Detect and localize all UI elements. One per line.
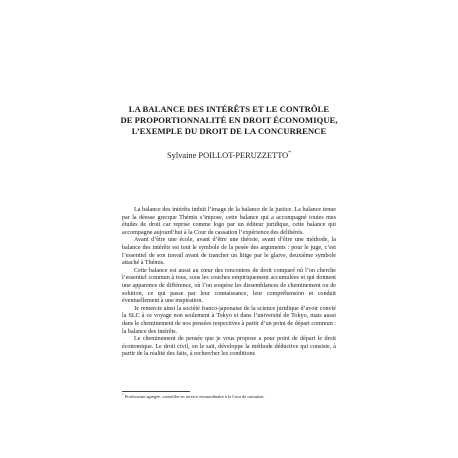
- paragraph: Je remercie ainsi la société franco-japonaise de la science juridique d’avoir convié la SLC à ce voyage non seulement à Tokyo et dans l’université de Tokyo, mais aussi dans le cheminement de nos pensées respectives à partir d’un point de départ commun : la balance des intérêts.: [122, 305, 336, 335]
- footnote-divider: [122, 391, 190, 392]
- document-title: [100, 104, 358, 137]
- footnote-marker: *: [122, 392, 124, 397]
- author-line: [100, 150, 358, 161]
- paragraph: Le cheminement de pensée que je vous propose a pour point de départ le droit économique. Le droit civil, on le sait, développe la méthode déductive qui consiste, à partir de la réalité des faits, à rechercher les conditions: [122, 336, 336, 358]
- body-text: [122, 207, 336, 359]
- title-line: LA BALANCE DES INTÉRÊTS ET LE CONTRÔLE: [128, 104, 330, 114]
- author-note-marker: *: [288, 150, 291, 157]
- author-name: Sylvaine POILLOT-PERUZZETTO: [167, 151, 289, 160]
- title-line: L’EXEMPLE DU DROIT DE LA CONCURRENCE: [131, 126, 327, 136]
- footnote: [122, 394, 336, 400]
- paragraph: Avant d’être une école, avant d’être une théorie, avant d’être une méthode, la balance des intérêts est tout le symbole de la pesée des arguments : pour le juge, c’est l’essentiel de son travail avant de trancher un litige par le glaive, deuxième symbole attaché à Thémis.: [122, 237, 336, 267]
- title-line: DE PROPORTIONNALITÉ EN DROIT ÉCONOMIQUE,: [120, 115, 338, 125]
- paragraph: La balance des intérêts induit l’image de la balance de la justice. La balance tenue par la déesse grecque Thémis s’impose, cette balance qui a accompagné toutes mes études de droit car reprise comme logo par un éditeur juridique, cette balance qui accompagne aujourd’hui à la Cour de cassation l’expérience des délibérés.: [122, 207, 336, 236]
- paragraph: Cette balance est aussi au cœur des rencontres de droit comparé où l’on cherche l’essentiel commun à tous, sous les couches empiriquement accumulées et qui donnent une apparence de différence, où l’on soupèse les dissemblances de cheminement ou de solution, ce qui passe par leur connaissance, leur compréhension et conduit éventuellement à une inspiration.: [122, 267, 336, 305]
- footnote-text: Professeure agrégée, conseiller en service extraordinaire à la Cour de cassation.: [124, 394, 265, 399]
